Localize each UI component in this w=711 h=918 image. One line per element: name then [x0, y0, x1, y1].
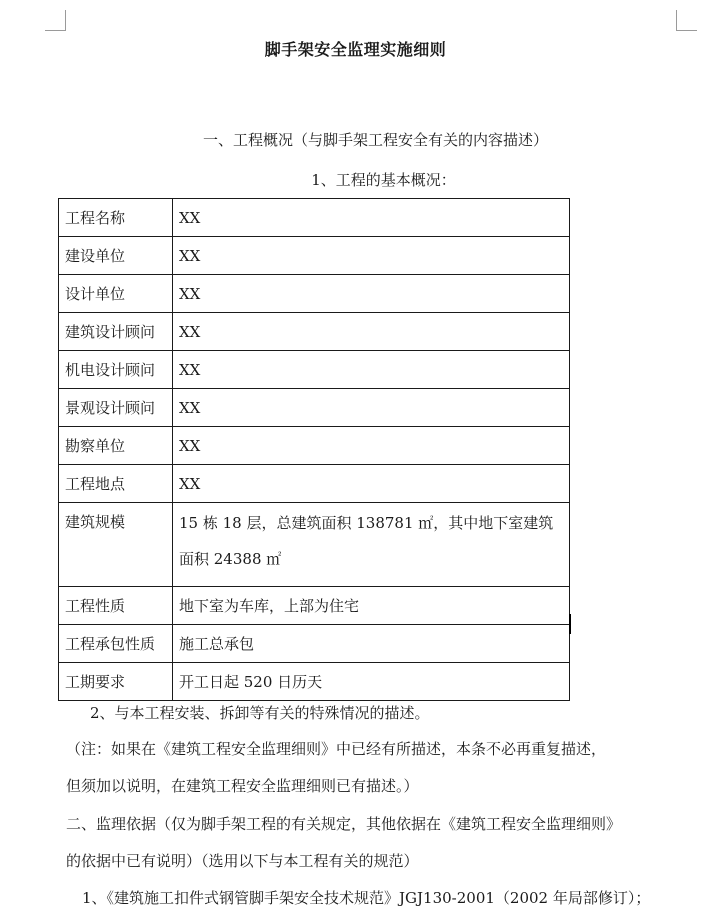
table-cell-value[interactable]: 施工总承包: [173, 625, 570, 663]
paragraph-standard-item-1[interactable]: 1、《建筑施工扣件式钢管脚手架安全技术规范》JGJ130-2001（2002 年局部修订）；: [82, 889, 651, 907]
table-cell-label[interactable]: 工程承包性质: [59, 625, 173, 663]
table-cell-value[interactable]: XX: [173, 389, 570, 427]
page-corner-mark-top-right: [676, 10, 697, 31]
table-cell-value[interactable]: 开工日起 520 日历天: [173, 663, 570, 701]
table-cell-label[interactable]: 勘察单位: [59, 427, 173, 465]
text-cursor-caret: [569, 614, 571, 634]
paragraph-special-conditions[interactable]: 2、与本工程安装、拆卸等有关的特殊情况的描述。: [90, 704, 430, 722]
table-cell-label[interactable]: 设计单位: [59, 275, 173, 313]
table-row: [59, 663, 570, 701]
table-cell-label[interactable]: 工程名称: [59, 199, 173, 237]
project-overview-table: [58, 198, 570, 701]
table-cell-label[interactable]: 机电设计顾问: [59, 351, 173, 389]
table-row: [59, 625, 570, 663]
table-row: [59, 503, 570, 587]
table-row: [59, 313, 570, 351]
table-cell-label[interactable]: 建设单位: [59, 237, 173, 275]
table-cell-value[interactable]: XX: [173, 199, 570, 237]
document-title: 脚手架安全监理实施细则: [264, 40, 447, 59]
table-row: [59, 351, 570, 389]
table-cell-value[interactable]: XX: [173, 351, 570, 389]
table-row: [59, 427, 570, 465]
table-cell-label[interactable]: 建筑设计顾问: [59, 313, 173, 351]
table-cell-label[interactable]: 工程性质: [59, 587, 173, 625]
table-row: [59, 587, 570, 625]
table-cell-value[interactable]: 15 栋 18 层，总建筑面积 138781 ㎡，其中地下室建筑面积 24388 ㎡: [173, 503, 570, 587]
section-2-heading-line-2[interactable]: 的依据中已有说明）（选用以下与本工程有关的规范）: [66, 852, 419, 870]
table-cell-label[interactable]: 工期要求: [59, 663, 173, 701]
table-cell-value[interactable]: XX: [173, 237, 570, 275]
table-row: [59, 237, 570, 275]
table-cell-value[interactable]: 地下室为车库，上部为住宅: [173, 587, 570, 625]
section-1-heading: 一、工程概况（与脚手架工程安全有关的内容描述）: [202, 131, 548, 149]
table-cell-value[interactable]: XX: [173, 465, 570, 503]
page-corner-mark-top-left: [45, 10, 66, 31]
table-cell-value[interactable]: XX: [173, 427, 570, 465]
section-1-subheading: 1、工程的基本概况：: [311, 171, 456, 189]
section-2-heading-line-1[interactable]: 二、监理依据（仅为脚手架工程的有关规定，其他依据在《建筑工程安全监理细则》: [66, 815, 622, 833]
table-cell-label[interactable]: 工程地点: [59, 465, 173, 503]
table-cell-label[interactable]: 景观设计顾问: [59, 389, 173, 427]
table-cell-label[interactable]: 建筑规模: [59, 503, 173, 587]
paragraph-note-line-1[interactable]: （注：如果在《建筑工程安全监理细则》中已经有所描述，本条不必再重复描述，: [66, 740, 607, 758]
table-cell-value[interactable]: XX: [173, 313, 570, 351]
table-row: [59, 199, 570, 237]
table-row: [59, 275, 570, 313]
table-row: [59, 465, 570, 503]
table-row: [59, 389, 570, 427]
paragraph-note-line-2[interactable]: 但须加以说明，在建筑工程安全监理细则已有描述。）: [66, 777, 419, 795]
table-cell-value[interactable]: XX: [173, 275, 570, 313]
